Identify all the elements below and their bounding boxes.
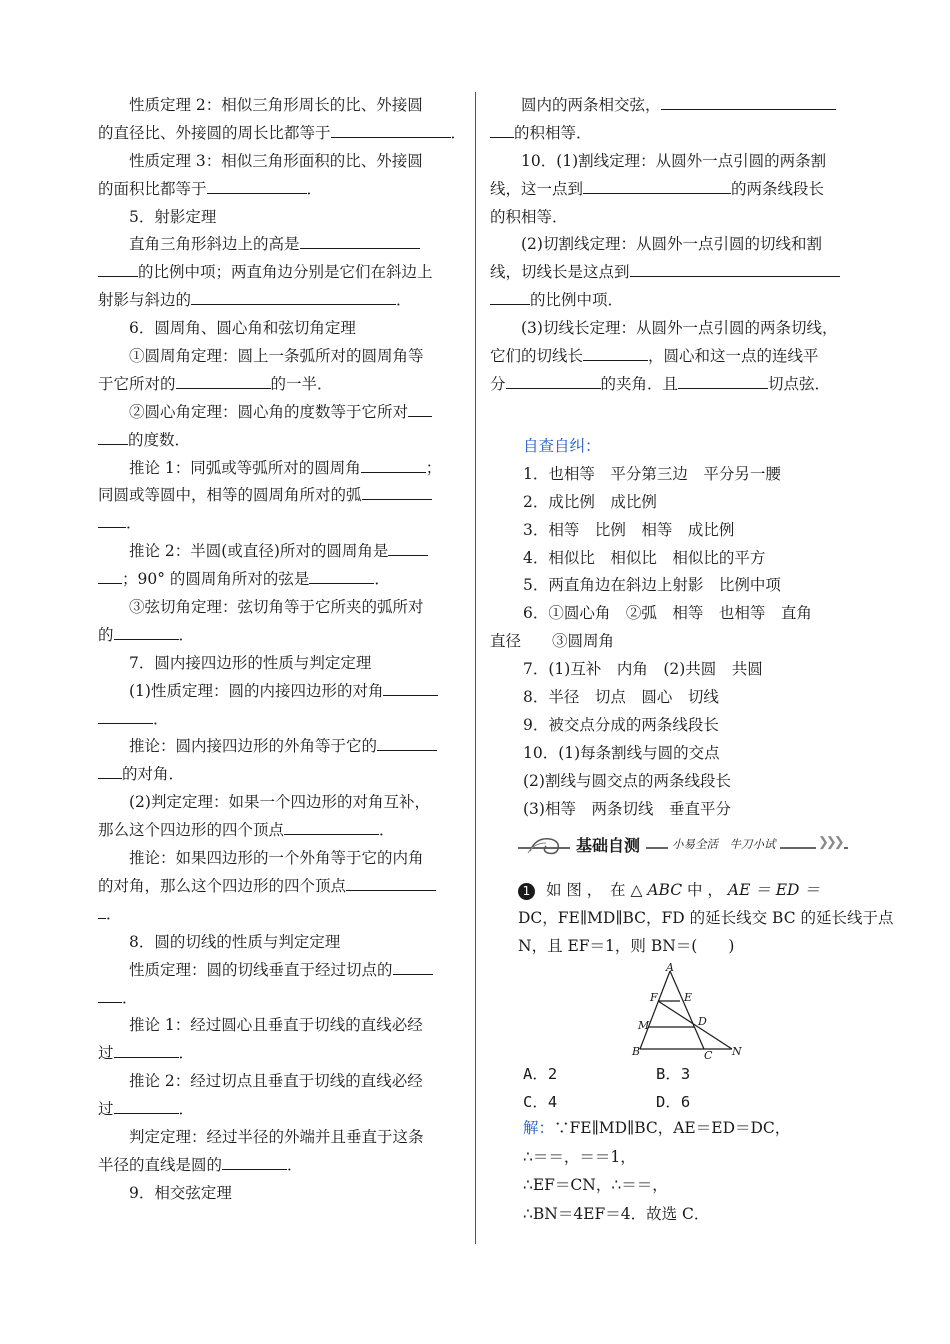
swirl-icon: [526, 833, 566, 859]
text-line: 的积相等．: [490, 207, 568, 226]
text-line: ；90° 的圆周角所对的弦是 ．: [98, 566, 464, 594]
blank[interactable]: [98, 567, 122, 584]
blank[interactable]: [284, 818, 379, 835]
answer-line: 5．两直角边在斜边上射影 比例中项: [523, 576, 781, 595]
figure-label-n: N: [732, 1045, 742, 1058]
text-line: 的度数．: [98, 427, 464, 455]
text-line: 推论：圆内接四边形的外角等于它的: [98, 733, 464, 761]
blank[interactable]: [346, 874, 436, 891]
answer-line: 3．相等 比例 相等 成比例: [523, 520, 735, 539]
figure-edge-ac: [670, 971, 704, 1049]
text-line: 线，这一点到 的两条线段长: [490, 176, 856, 204]
figure-label-b: B: [632, 1045, 641, 1058]
section-heading: 7．圆内接四边形的性质与判定定理: [129, 653, 372, 672]
blank[interactable]: [114, 623, 179, 640]
text-line: 那么这个四边形的四个顶点 ．: [98, 817, 464, 845]
blank[interactable]: [393, 958, 433, 975]
blank[interactable]: [191, 288, 396, 305]
answer-options: [523, 1060, 690, 1116]
blank[interactable]: [377, 734, 437, 751]
blank[interactable]: [661, 93, 836, 110]
option-a[interactable]: A．2: [523, 1065, 558, 1083]
text-line: 分 的夹角．且 切点弦．: [490, 371, 856, 399]
blank[interactable]: [408, 400, 432, 417]
blank[interactable]: [583, 344, 648, 361]
blank[interactable]: [176, 372, 271, 389]
text-line: 过 ．: [98, 1096, 464, 1124]
blank[interactable]: [222, 1153, 287, 1170]
answer-line: 1．也相等 平分第三边 平分另一腰: [523, 464, 781, 483]
solution-line: ∴＝＝，＝＝1，: [523, 1147, 636, 1166]
text-line: ．: [98, 901, 464, 929]
blank[interactable]: [98, 511, 126, 528]
answer-line: 4．相似比 相似比 相似比的平方: [523, 548, 766, 567]
option-b[interactable]: B．3: [656, 1065, 691, 1083]
blank[interactable]: [490, 288, 530, 305]
text-line: ．: [98, 985, 464, 1013]
solution-line: 解：∵FE∥MD∥BC，AE＝ED＝DC，: [523, 1119, 791, 1137]
figure-edge-ab: [640, 971, 670, 1049]
text-line: 性质定理 2：相似三角形周长的比、外接圆: [129, 96, 423, 114]
text-line: (3)切线长定理：从圆外一点引圆的两条切线，: [521, 319, 838, 338]
section-heading: 6．圆周角、圆心角和弦切角定理: [129, 319, 356, 338]
text-line: 半径的直线是圆的 ．: [98, 1152, 464, 1180]
figure-label-m: M: [638, 1019, 650, 1032]
text-line: 它们的切线长 ，圆心和这一点的连线平: [490, 343, 856, 371]
option-c[interactable]: C．4: [523, 1093, 558, 1111]
text-line: 直角三角形斜边上的高是: [98, 231, 464, 259]
figure-edge-fn: [658, 1001, 732, 1049]
blank[interactable]: [207, 177, 307, 194]
answer-line: 10．(1)每条割线与圆的交点: [523, 743, 720, 762]
blank[interactable]: [98, 762, 122, 779]
triangle-figure: [628, 963, 758, 1061]
text-line: 的面积比都等于 ．: [98, 176, 464, 204]
text-line: 的直径比、外接圆的周长比都等于 ．: [98, 120, 464, 148]
text-line: 的比例中项．: [490, 287, 856, 315]
figure-label-d: D: [698, 1015, 707, 1028]
double-chevron-icon: ❯❯❯: [818, 835, 842, 850]
figure-label-a: A: [666, 963, 674, 974]
text-line: 判定定理：经过半径的外端并且垂直于这条: [129, 1127, 424, 1146]
answer-line: (2)割线与圆交点的两条线段长: [523, 771, 731, 790]
text-line: 圆内的两条相交弦，: [490, 92, 856, 120]
blank[interactable]: [361, 456, 426, 473]
question-line: 1 如 图 ， 在 △ ABC 中 ， AE ＝ ED ＝: [518, 876, 856, 904]
self-check-section: [490, 433, 856, 823]
solution-line: ∴EF＝CN，∴＝＝，: [523, 1176, 668, 1194]
figure-label-e: E: [684, 991, 693, 1004]
blank[interactable]: [383, 679, 438, 696]
column-divider: [475, 92, 476, 1244]
self-check-heading: 自查自纠：: [523, 437, 601, 455]
text-line: 10．(1)割线定理：从圆外一点引圆的两条割: [521, 151, 827, 170]
text-line: 推论 1：同弧或等弧所对的圆周角 ；: [98, 455, 464, 483]
blank[interactable]: [98, 986, 122, 1003]
question-number-badge: 1: [518, 883, 535, 900]
text-line: 射影与斜边的 ．: [98, 287, 464, 315]
text-line: 推论：如果四边形的一个外角等于它的内角: [129, 849, 424, 868]
text-line: 推论 2：经过切点且垂直于切线的直线必经: [129, 1072, 423, 1091]
text-line: ①圆周角定理：圆上一条弧所对的圆周角等: [129, 347, 424, 366]
blank[interactable]: [331, 121, 451, 138]
blank[interactable]: [583, 177, 731, 194]
blank[interactable]: [309, 567, 374, 584]
text-line: 的积相等．: [490, 120, 856, 148]
text-line: 于它所对的 的一半．: [98, 371, 464, 399]
blank[interactable]: [98, 707, 153, 724]
figure-label-f: F: [650, 991, 658, 1004]
solution-line: ∴BN＝4EF＝4．故选 C．: [523, 1204, 710, 1223]
text-line: (1)性质定理：圆的内接四边形的对角: [98, 678, 464, 706]
text-line: 性质定理 3：相似三角形面积的比、外接圆: [129, 151, 423, 170]
blank[interactable]: [300, 232, 420, 249]
text-line: 推论 2：半圆(或直径)所对的圆周角是: [98, 538, 464, 566]
section-heading: 8．圆的切线的性质与判定定理: [129, 932, 341, 951]
text-line: ②圆心角定理：圆心角的度数等于它所对: [98, 399, 464, 427]
banner-title: 基础自测: [570, 833, 646, 856]
answer-line: 6．①圆心角 ②弧 相等 也相等 直角: [523, 604, 812, 623]
answer-line: 7．(1)互补 内角 (2)共圆 共圆: [523, 660, 763, 679]
answer-line: (3)相等 两条切线 垂直平分: [523, 799, 731, 818]
question-line: N，且 EF＝1，则 BN＝( ): [518, 937, 735, 955]
text-line: 性质定理：圆的切线垂直于经过切点的: [98, 957, 464, 985]
text-line: 的 ．: [98, 622, 464, 650]
left-column: [98, 92, 467, 1208]
text-line: 的对角．: [98, 761, 464, 789]
answer-line: 直径 ③圆周角: [490, 632, 615, 651]
banner-subtitle: 小易全活 牛刀小试: [668, 836, 780, 852]
right-column: [490, 92, 856, 399]
question-line: DC，FE∥MD∥BC，FD 的延长线交 BC 的延长线于点: [518, 909, 894, 927]
blank[interactable]: [678, 372, 768, 389]
blank[interactable]: [114, 1041, 179, 1058]
text-line: 同圆或等圆中，相等的圆周角所对的弧: [98, 482, 464, 510]
text-line: 过 ．: [98, 1040, 464, 1068]
blank[interactable]: [506, 372, 601, 389]
text-line: 推论 1：经过圆心且垂直于切线的直线必经: [129, 1016, 423, 1035]
text-line: 的比例中项；两直角边分别是它们在斜边上: [98, 259, 464, 287]
blank[interactable]: [388, 539, 428, 556]
answer-line: 8．半径 切点 圆心 切线: [523, 688, 719, 707]
blank[interactable]: [114, 1097, 179, 1114]
section-heading: 9．相交弦定理: [129, 1183, 232, 1202]
blank[interactable]: [98, 428, 128, 445]
text-line: (2)切割线定理：从圆外一点引圆的切线和割: [521, 235, 822, 254]
blank[interactable]: [630, 260, 840, 277]
text-line: 的对角，那么这个四边形的四个顶点: [98, 873, 464, 901]
solution: [523, 1114, 790, 1228]
section-heading: 5．射影定理: [129, 207, 217, 226]
option-d[interactable]: D．6: [656, 1093, 691, 1111]
figure-label-c: C: [704, 1049, 713, 1061]
text-line: 线，切线长是这点到: [490, 259, 856, 287]
answer-line: 2．成比例 成比例: [523, 492, 657, 511]
solution-prefix: 解：: [523, 1119, 555, 1137]
answer-line: 9．被交点分成的两条线段长: [523, 715, 719, 734]
blank[interactable]: [98, 260, 138, 277]
blank[interactable]: [490, 121, 514, 138]
blank[interactable]: [362, 483, 432, 500]
text-line: ③弦切角定理：弦切角等于它所夹的弧所对: [129, 598, 424, 617]
text-line: ．: [98, 706, 464, 734]
section-banner: [518, 833, 848, 859]
text-line: (2)判定定理：如果一个四边形的对角互补，: [129, 793, 430, 812]
question-1: [518, 876, 894, 960]
blank[interactable]: [98, 902, 106, 919]
text-line: ．: [98, 510, 464, 538]
